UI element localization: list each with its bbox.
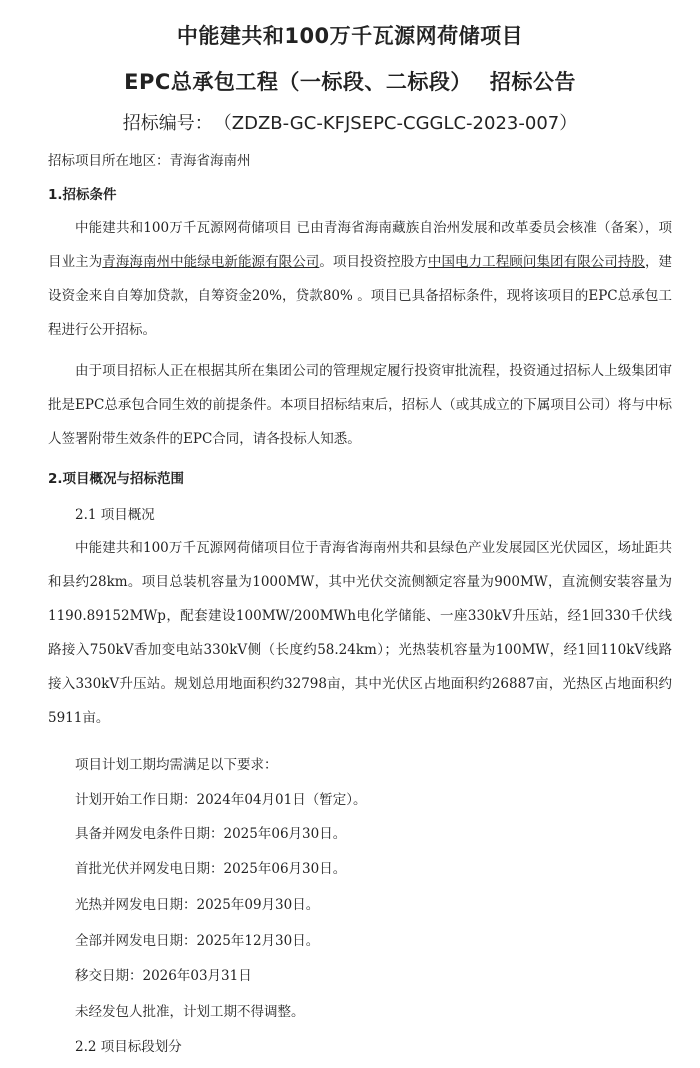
para1-text-a: 中能建共和100万千瓦源网荷储项目 已由青海省海南藏族自治州发展和改革委员会核准（备案），项目业主为 [48,220,672,270]
section-1-paragraph-2: 由于项目招标人正在根据其所在集团公司的管理规定履行投资审批流程，投资通过招标人上级集团审批是EPC总承包合同生效的前提条件。本项目招标结束后，招标人（或其成立的下属项目公司）将与中标人签署附带生效条件的EPC合同，请各投标人知悉。 [48,363,672,447]
project-owner-link[interactable]: 青海海南州中能绿电新能源有限公司 [102,254,320,270]
schedule-item: 具备并网发电条件日期：2025年06月30日。 [75,826,347,842]
document-title-line1: 中能建共和100万千瓦源网荷储项目 [176,24,524,48]
section-1-paragraph-1 [48,211,672,347]
para1-text-b: 。项目投资控股方 [319,254,428,270]
bid-code-label: 招标编号： [122,113,213,134]
section-1-heading: 1.招标条件 [48,187,117,203]
document-title-project: EPC总承包工程（一标段、二标段） [124,70,472,94]
schedule-intro: 项目计划工期均需满足以下要求： [75,757,278,773]
schedule-item: 移交日期：2026年03月31日 [75,968,252,984]
bid-code-value: （ZDZB-GC-KFJSEPC-CGGLC-2023-007） [222,113,578,134]
document-title-line2 [0,66,700,96]
subsection-2-2-heading: 2.2 项目标段划分 [75,1039,182,1055]
schedule-item: 计划开始工作日期：2024年04月01日（暂定）。 [75,792,367,808]
project-overview-paragraph: 中能建共和100万千瓦源网荷储项目位于青海省海南州共和县绿色产业发展园区光伏园区，场址距共和县约28km。项目总装机容量为1000MW，其中光伏交流侧额定容量为900MW，直流侧安装容量为1190.89152MWp，配套建设100MW/200MWh电化学储能、一座330kV升压站，经1回330千伏线路接入750kV香加变电站330kV侧（长度约58.24km）；光热装机容量为100MW，经1回110kV线路接入330kV升压站。规划总用地面积约32798亩，其中光伏区占地面积约26887亩，光热区占地面积约5911亩。 [48,540,672,726]
para1-text-c: ，建设资金来自自筹加贷款，自筹资金20%，贷款80% 。项目已具备招标条件，现将该项目的EPC总承包工程进行公开招标。 [48,254,673,338]
subsection-2-1-heading: 2.1 项目概况 [75,507,155,523]
document-title-suffix: 招标公告 [489,70,576,94]
schedule-item: 首批光伏并网发电日期：2025年06月30日。 [75,861,347,877]
investor-link[interactable]: 中国电力工程顾问集团有限公司持股 [427,254,645,270]
section-2-heading: 2.项目概况与招标范围 [48,471,185,487]
location-line: 招标项目所在地区：青海省海南州 [48,153,251,169]
bid-code [0,109,700,135]
schedule-item: 光热并网发电日期：2025年09月30日。 [75,897,320,913]
schedule-item: 全部并网发电日期：2025年12月30日。 [75,933,320,949]
schedule-note: 未经发包人批准，计划工期不得调整。 [75,1004,305,1020]
